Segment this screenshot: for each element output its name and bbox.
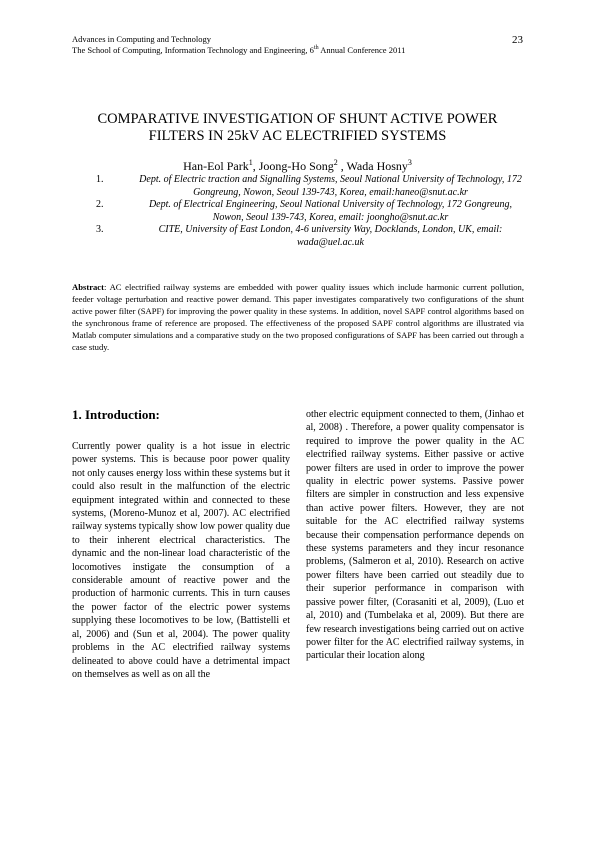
author: Han-Eol Park — [183, 159, 249, 173]
journal-name: Advances in Computing and Technology — [72, 34, 212, 44]
abstract-text: : AC electrified railway systems are embedded with power quality issues which include harmonic current pollution, feeder voltage perturbation and reactive power demand. This paper investigates comparatively two configurations of the shunt active power filter (SAPF) for improving the power quality in these systems. In addition, novel SAPF control algorithms based on the synchronous frame of reference are proposed. The effectiveness of the proposed SAPF control algorithms are illustrated via Matlab computer simulations and a comparative study on the two proposed configurations of SAPF has been carried out through a case study. — [72, 282, 524, 352]
running-header — [72, 34, 527, 55]
affiliation-item: 3. CITE, University of East London, 4-6 university Way, Docklands, London, UK, email: wada@uel.ac.uk — [96, 224, 503, 248]
body-text-left: Currently power quality is a hot issue in electric power systems. This is because poor power quality not only causes energy loss within these systems but it could also result in the malfunction of the electric equipment integrated within and connected to these systems, (Moreno-Munoz et al, 2007). AC electrified railway systems typically show low power quality due to their inherent electrical characteristics. The dynamic and the non-linear load characteristic of the locomotives instigate the consumption of a considerable amount of reactive power and the production of harmonic currents. This in turn causes the power factor of the electric power systems supplying these locomotives to be low, (Battistelli et al, 2006) and (Sun et al, 2004). The power quality problems in the AC electrified railway systems delineated to above could have a detrimental impact on themselves as well as on all the — [72, 441, 290, 680]
conference-name: The School of Computing, Information Technology and Engineering, 6th Annual Conference 2011 — [72, 44, 406, 55]
right-column — [306, 408, 524, 663]
affiliation-item: 1. Dept. of Electric traction and Signalling Systems, Seoul National University of Technology, 172 Gongreung, Nowon, Seoul 139-743, Korea, email:haneo@snut.ac.kr — [96, 174, 522, 198]
abstract-label: Abstract — [72, 282, 104, 292]
affiliation-list — [96, 174, 528, 249]
author: Joong-Ho Song — [258, 159, 334, 173]
page-number: 23 — [512, 34, 523, 46]
section-heading: 1. Introduction: — [72, 407, 160, 422]
abstract — [72, 281, 524, 353]
author-list: Han-Eol Park$^1$, Joong-Ho Song$^2$ , Wada Hosny$^3$ — [183, 158, 412, 173]
paper-title: COMPARATIVE INVESTIGATION OF SHUNT ACTIVE POWER FILTERS IN 25kV AC ELECTRIFIED SYSTEMS — [97, 111, 498, 144]
body-text-right: other electric equipment connected to them, (Jinhao et al, 2008) . Therefore, a power quality compensator is required to improve the power quality in the AC electrified railway systems. Either passive or active power filters are used in order to improve the power quality in electric power systems. Passive power filters are simpler in construction and less expensive than active power filters. However, they are not suitable for the AC electrified railway systems because their compensation performance depends on these systems parameters and they incur resonance problems, (Salmeron et al, 2010). Research on active power filters have been carried out steadily due to their superior performance in comparison with passive power filter, (Corasaniti et al, 2009), (Luo et al, 2010) and (Tumbelaka et al, 2009). But there are few research investigations being carried out on active power filter for the AC electrified railway systems, in particular their location along — [306, 409, 524, 662]
affiliation-item: 2. Dept. of Electrical Engineering, Seoul National University of Technology, 172 Gongreung, Nowon, Seoul 139-743, Korea, email: joongho@snut.ac.kr — [96, 199, 513, 223]
author: Wada Hosny — [346, 159, 408, 173]
